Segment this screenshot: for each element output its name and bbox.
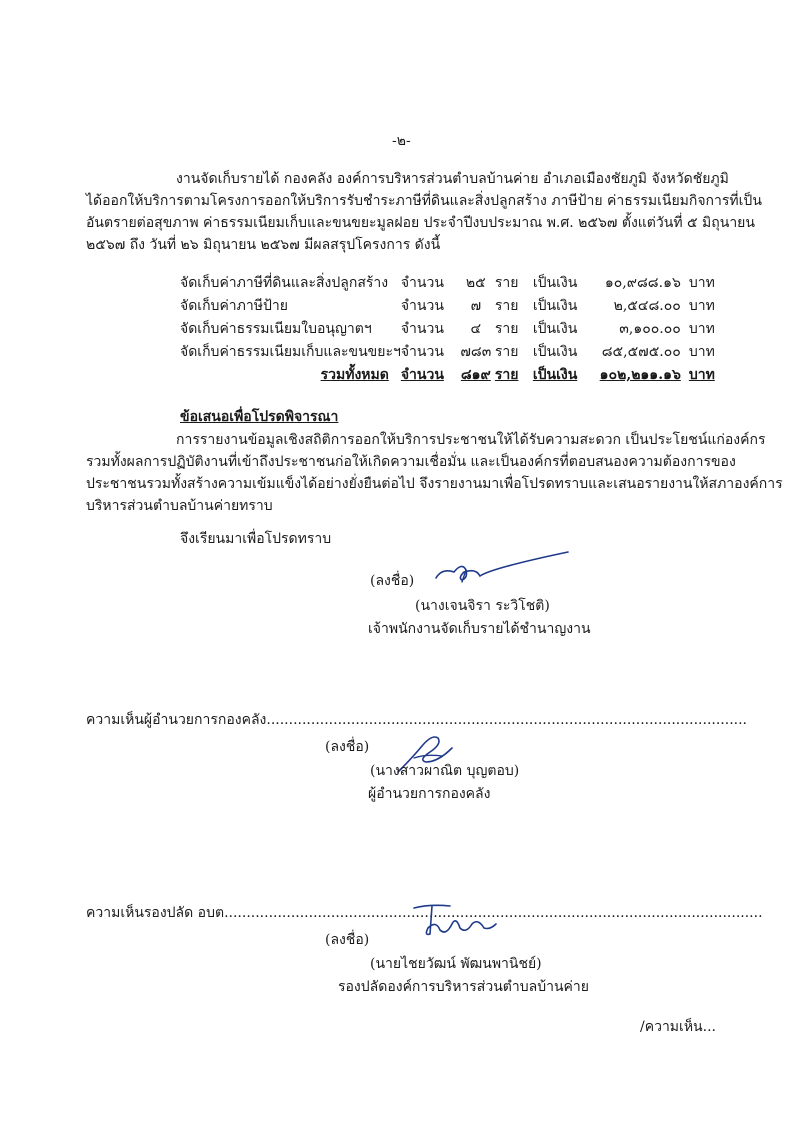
item-label: จัดเก็บค่าภาษีที่ดินและสิ่งปลูกสร้าง bbox=[180, 274, 389, 291]
signer-position: รองปลัดองค์การบริหารส่วนตำบลบ้านค่าย bbox=[338, 979, 589, 995]
currency-label: บาท bbox=[688, 297, 715, 314]
proposal-paragraph bbox=[86, 429, 783, 517]
continuation-text: /ความเห็น... bbox=[640, 1019, 716, 1035]
proposal-line: รวมทั้งผลการปฏิบัติงานที่เข้าถึงประชาชนก่อให้เกิดความเชื่อมั่น และเป็นองค์กรที่ตอบสนองความต้องการของ bbox=[86, 454, 736, 470]
currency-label: บาท bbox=[688, 343, 715, 360]
money-label: เป็นเงิน bbox=[532, 297, 578, 314]
item-amount: ๓,๑๐๐.๐๐ bbox=[619, 320, 681, 337]
intro-paragraph bbox=[86, 168, 762, 256]
item-count: ๗ bbox=[470, 297, 482, 314]
proposal-line: ประชาชนรวมทั้งสร้างความเข้มแข็งได้อย่างยั่งยืนต่อไป จึงรายงานมาเพื่อโปรดทราบและเสนอรายงานให้สภาองค์การ bbox=[86, 476, 783, 492]
signer-position: เจ้าพนักงานจัดเก็บรายได้ชำนาญงาน bbox=[368, 621, 591, 637]
item-count: ๒๕ bbox=[465, 274, 486, 291]
money-label: เป็นเงิน bbox=[532, 343, 578, 360]
count-label: จำนวน bbox=[400, 320, 444, 337]
opinion-label: ความเห็นรองปลัด อบต bbox=[86, 905, 225, 921]
unit-label: ราย bbox=[494, 297, 519, 314]
item-amount: ๑๐,๙๘๘.๑๖ bbox=[604, 274, 681, 291]
dotted-line: ......................................................................................................................... bbox=[224, 905, 763, 921]
total-row bbox=[180, 363, 719, 386]
sign-label: (ลงชื่อ) bbox=[325, 739, 370, 755]
unit-label: ราย bbox=[494, 320, 519, 337]
total-amount: ๑๐๒,๒๑๑.๑๖ bbox=[599, 366, 681, 383]
item-count: ๔ bbox=[470, 320, 482, 337]
total-label: รวมทั้งหมด bbox=[320, 366, 389, 383]
intro-line: อันตรายต่อสุขภาพ ค่าธรรมเนียมเก็บและขนขยะมูลฝอย ประจำปีงบประมาณ พ.ศ. ๒๕๖๗ ตั้งแต่วันที่ ๕ มิถุนายน bbox=[86, 215, 755, 231]
sign-label: (ลงชื่อ) bbox=[370, 573, 415, 589]
currency-label: บาท bbox=[688, 274, 715, 291]
intro-line: งานจัดเก็บรายได้ กองคลัง องค์การบริหารส่วนตำบลบ้านค่าย อำเภอเมืองชัยภูมิ จังหวัดชัยภูมิ bbox=[176, 171, 729, 187]
intro-line: ได้ออกให้บริการตามโครงการออกให้บริการรับชำระภาษีที่ดินและสิ่งปลูกสร้าง ภาษีป้าย ค่าธรรมเนียมกิจการที่เป็น bbox=[86, 193, 762, 209]
count-label: จำนวน bbox=[400, 343, 444, 360]
page-number: -๒- bbox=[392, 133, 411, 149]
unit-label: ราย bbox=[494, 274, 519, 291]
table-row bbox=[180, 317, 719, 340]
item-label: จัดเก็บค่าธรรมเนียมเก็บและขนขยะฯ bbox=[180, 343, 401, 360]
item-amount: ๘๕,๕๗๕.๐๐ bbox=[601, 343, 681, 360]
unit-label: ราย bbox=[494, 343, 519, 360]
item-count: ๗๘๓ bbox=[460, 343, 492, 360]
count-label: จำนวน bbox=[400, 297, 444, 314]
table-row bbox=[180, 340, 719, 363]
unit-label: ราย bbox=[494, 366, 519, 383]
sign-label: (ลงชื่อ) bbox=[325, 932, 370, 948]
item-label: จัดเก็บค่าภาษีป้าย bbox=[180, 297, 288, 314]
money-label: เป็นเงิน bbox=[532, 366, 578, 383]
table-row bbox=[180, 294, 719, 317]
signer-name: (นางสาวผาณิต บุญตอบ) bbox=[370, 763, 520, 779]
closing-text: จึงเรียนมาเพื่อโปรดทราบ bbox=[180, 531, 332, 547]
proposal-line: บริหารส่วนตำบลบ้านค่ายทราบ bbox=[86, 498, 273, 514]
signer-name: (นางเจนจิรา ระวิโชติ) bbox=[415, 598, 550, 614]
intro-line: ๒๕๖๗ ถึง วันที่ ๒๖ มิถุนายน ๒๕๖๗ มีผลสรุปโครงการ ดังนี้ bbox=[86, 237, 441, 253]
money-label: เป็นเงิน bbox=[532, 274, 578, 291]
currency-label: บาท bbox=[688, 366, 715, 383]
proposal-line: การรายงานข้อมูลเชิงสถิติการออกให้บริการประชาชนให้ได้รับความสะดวก เป็นประโยชน์แก่องค์กร bbox=[176, 432, 766, 448]
proposal-heading: ข้อเสนอเพื่อโปรดพิจารณา bbox=[180, 409, 339, 425]
item-amount: ๒,๕๔๘.๐๐ bbox=[613, 297, 681, 314]
count-label: จำนวน bbox=[400, 366, 444, 383]
table-row bbox=[180, 271, 719, 294]
dotted-line: ............................................................................................................ bbox=[266, 712, 747, 728]
currency-label: บาท bbox=[688, 320, 715, 337]
money-label: เป็นเงิน bbox=[532, 320, 578, 337]
opinion-label: ความเห็นผู้อำนวยการกองคลัง bbox=[86, 712, 267, 728]
signer-position: ผู้อำนวยการกองคลัง bbox=[368, 786, 491, 802]
count-label: จำนวน bbox=[400, 274, 444, 291]
signer-name: (นายไชยวัฒน์ พัฒนพานิชย์) bbox=[370, 956, 542, 972]
total-count: ๘๑๙ bbox=[460, 366, 491, 383]
collection-summary-table bbox=[180, 271, 719, 386]
item-label: จัดเก็บค่าธรรมเนียมใบอนุญาตฯ bbox=[180, 320, 372, 337]
